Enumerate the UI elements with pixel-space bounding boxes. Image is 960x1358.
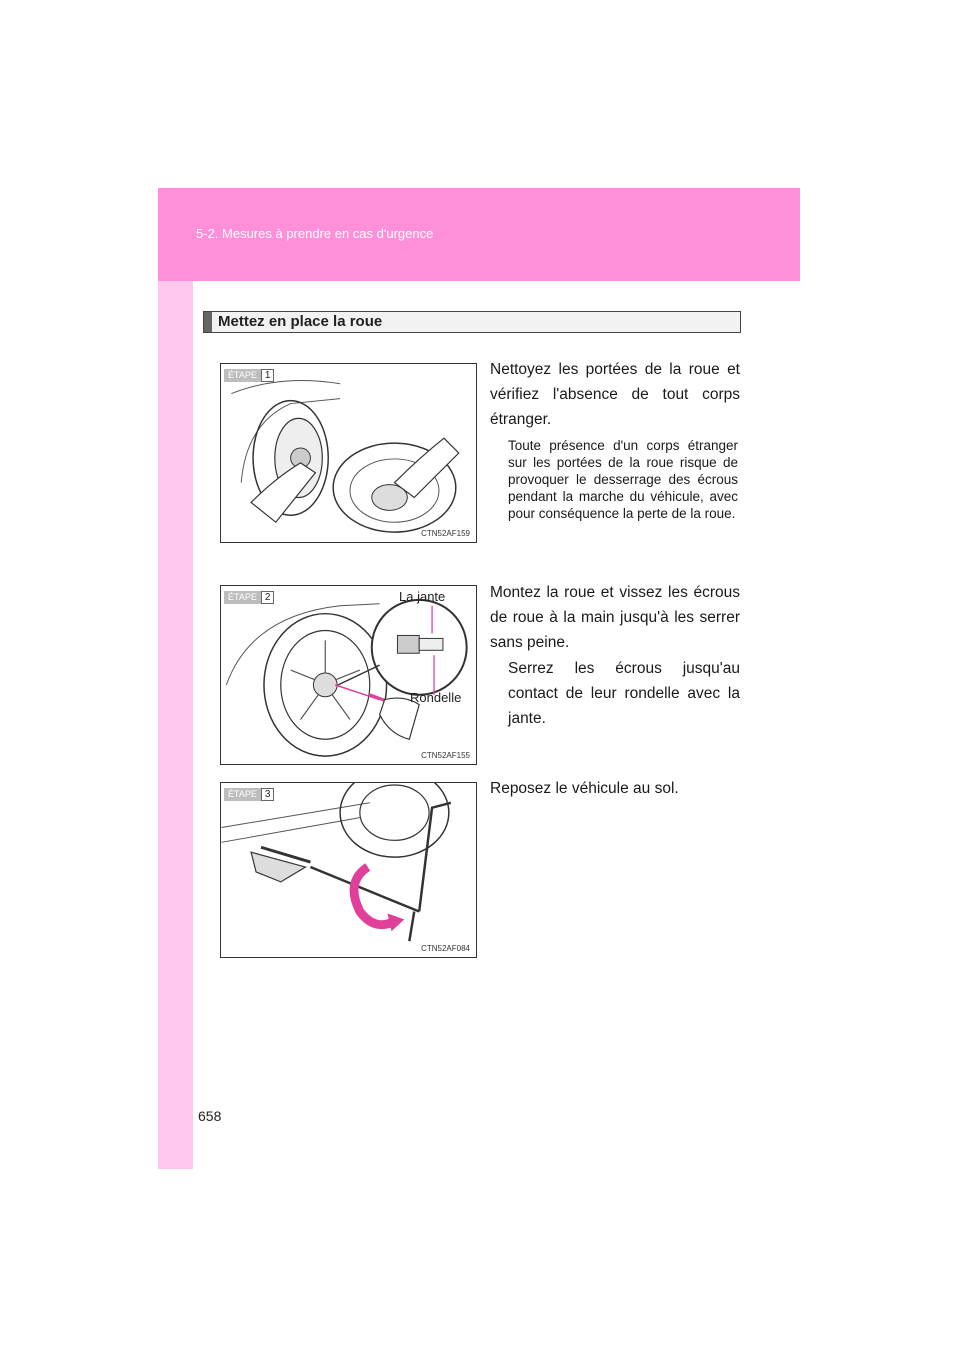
step-badge-2 [224,591,274,604]
page-number: 658 [198,1108,222,1124]
step-2-text: Montez la roue et vissez les écrous de roue à la main jusqu'à les serrer sans peine. [490,584,740,651]
step-badge-3 [224,788,274,801]
figure-step-3 [220,782,477,958]
figure-step-1 [220,363,477,543]
callout-washer: Rondelle [410,690,462,705]
illustration-clean-hub [221,364,476,542]
step-badge-word: ÉTAPE [224,788,261,801]
section-heading [203,311,741,333]
step-1-note: Toute présence d'un corps étranger sur les portées de la roue risque de provoquer le desserrage des écrous pendant la marche du véhicule, avec pour conséquence la perte de la roue. [508,438,738,521]
figure-step-2 [220,585,477,765]
step-2-sub: Serrez les écrous jusqu'au contact de leur rondelle avec la jante. [508,660,740,727]
step-badge-number: 1 [261,369,275,382]
step-badge-number: 3 [261,788,275,801]
step-1-text: Nettoyez les portées de la roue et vérifiez l'absence de tout corps étranger. [490,361,740,428]
figure-code: CTN52AF159 [421,529,470,538]
illustration-mount-wheel [221,586,476,764]
side-strip [158,281,193,1169]
callout-rim: La jante [399,589,446,604]
figure-code: CTN52AF155 [421,751,470,760]
illustration-lower-jack [221,783,476,957]
figure-code: CTN52AF084 [421,944,470,953]
step-badge-word: ÉTAPE [224,591,261,604]
step-3-text: Reposez le véhicule au sol. [490,780,679,797]
section-heading-accent [204,312,212,332]
chapter-title: 5-2. Mesures à prendre en cas d'urgence [196,226,434,241]
step-badge-number: 2 [261,591,275,604]
step-badge-1 [224,369,274,382]
step-badge-word: ÉTAPE [224,369,261,382]
section-heading-title: Mettez en place la roue [218,313,383,330]
